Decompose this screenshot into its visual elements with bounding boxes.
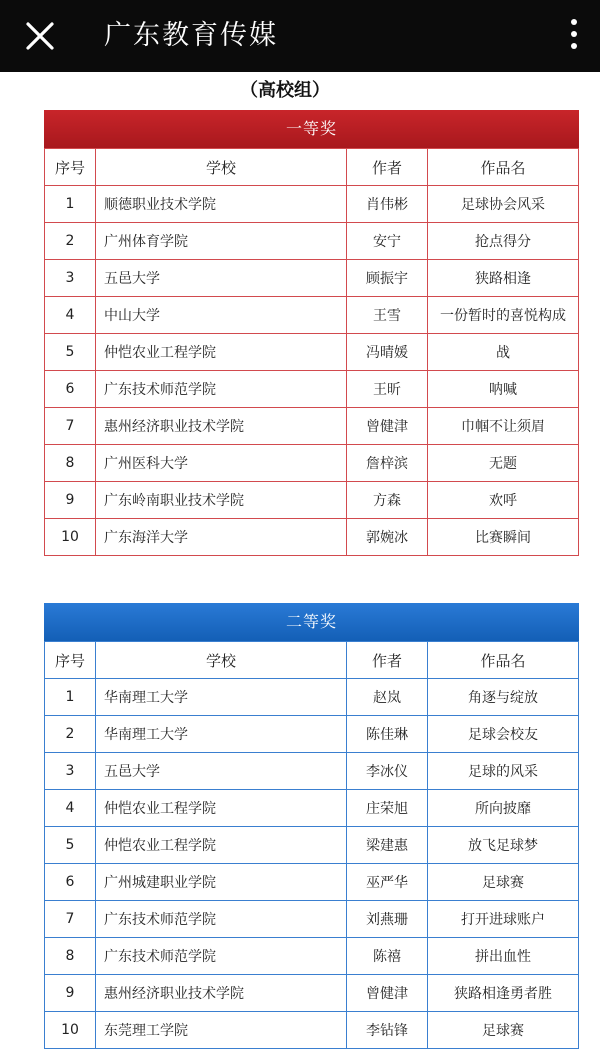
cell-no: 1 bbox=[45, 186, 96, 223]
cell-work: 比赛瞬间 bbox=[428, 519, 579, 556]
more-menu-button[interactable] bbox=[562, 14, 586, 58]
table-header-row bbox=[45, 149, 579, 186]
cell-no: 10 bbox=[45, 1012, 96, 1049]
cell-no: 10 bbox=[45, 519, 96, 556]
table-row bbox=[45, 186, 579, 223]
cell-author: 赵岚 bbox=[347, 679, 428, 716]
cell-work: 足球赛 bbox=[428, 864, 579, 901]
cell-author: 曾健津 bbox=[347, 975, 428, 1012]
cell-no: 1 bbox=[45, 679, 96, 716]
table-row bbox=[45, 975, 579, 1012]
first-prize-header: 一等奖 bbox=[44, 110, 579, 148]
cell-work: 狭路相逢勇者胜 bbox=[428, 975, 579, 1012]
cell-work: 一份暂时的喜悦构成 bbox=[428, 297, 579, 334]
close-icon bbox=[18, 14, 62, 58]
cell-author: 陈佳琳 bbox=[347, 716, 428, 753]
first-prize-section bbox=[44, 110, 579, 556]
cell-work: 抢点得分 bbox=[428, 223, 579, 260]
cell-school: 广东技术师范学院 bbox=[96, 938, 347, 975]
table-row bbox=[45, 482, 579, 519]
column-header-no: 序号 bbox=[45, 642, 96, 679]
column-header-work: 作品名 bbox=[428, 149, 579, 186]
cell-no: 3 bbox=[45, 260, 96, 297]
cell-school: 华南理工大学 bbox=[96, 716, 347, 753]
cell-work: 呐喊 bbox=[428, 371, 579, 408]
cell-work: 狭路相逢 bbox=[428, 260, 579, 297]
cell-school: 中山大学 bbox=[96, 297, 347, 334]
cell-work: 放飞足球梦 bbox=[428, 827, 579, 864]
table-row bbox=[45, 260, 579, 297]
table-row bbox=[45, 901, 579, 938]
cell-work: 欢呼 bbox=[428, 482, 579, 519]
top-app-bar bbox=[0, 0, 600, 72]
cell-no: 7 bbox=[45, 901, 96, 938]
cell-school: 广州医科大学 bbox=[96, 445, 347, 482]
cell-no: 2 bbox=[45, 716, 96, 753]
cell-author: 肖伟彬 bbox=[347, 186, 428, 223]
cell-work: 拼出血性 bbox=[428, 938, 579, 975]
table-row bbox=[45, 1012, 579, 1049]
cell-no: 6 bbox=[45, 371, 96, 408]
second-prize-table bbox=[44, 641, 579, 1049]
cell-school: 广州城建职业学院 bbox=[96, 864, 347, 901]
cell-school: 广东岭南职业技术学院 bbox=[96, 482, 347, 519]
table-row bbox=[45, 753, 579, 790]
table-row bbox=[45, 679, 579, 716]
cell-work: 巾帼不让须眉 bbox=[428, 408, 579, 445]
column-header-work: 作品名 bbox=[428, 642, 579, 679]
cell-work: 足球会校友 bbox=[428, 716, 579, 753]
cell-school: 广州体育学院 bbox=[96, 223, 347, 260]
app-title: 广东教育传媒 bbox=[104, 20, 278, 51]
cell-author: 王雪 bbox=[347, 297, 428, 334]
second-prize-header: 二等奖 bbox=[44, 603, 579, 641]
cell-author: 刘燕珊 bbox=[347, 901, 428, 938]
cell-no: 9 bbox=[45, 482, 96, 519]
cell-no: 6 bbox=[45, 864, 96, 901]
table-header-row bbox=[45, 642, 579, 679]
close-button[interactable] bbox=[18, 14, 62, 58]
cell-no: 7 bbox=[45, 408, 96, 445]
second-prize-section bbox=[44, 603, 579, 1049]
cell-no: 4 bbox=[45, 297, 96, 334]
column-header-author: 作者 bbox=[347, 149, 428, 186]
cell-author: 李钻锋 bbox=[347, 1012, 428, 1049]
cell-work: 所向披靡 bbox=[428, 790, 579, 827]
table-row bbox=[45, 827, 579, 864]
table-row bbox=[45, 297, 579, 334]
cell-work: 足球的风采 bbox=[428, 753, 579, 790]
cell-author: 巫严华 bbox=[347, 864, 428, 901]
cell-no: 3 bbox=[45, 753, 96, 790]
cell-school: 惠州经济职业技术学院 bbox=[96, 975, 347, 1012]
cell-work: 足球协会风采 bbox=[428, 186, 579, 223]
cell-author: 冯晴媛 bbox=[347, 334, 428, 371]
table-row bbox=[45, 519, 579, 556]
group-title: （高校组） bbox=[240, 80, 330, 101]
column-header-author: 作者 bbox=[347, 642, 428, 679]
table-row bbox=[45, 864, 579, 901]
column-header-school: 学校 bbox=[96, 642, 347, 679]
cell-author: 李冰仪 bbox=[347, 753, 428, 790]
cell-no: 2 bbox=[45, 223, 96, 260]
cell-school: 顺德职业技术学院 bbox=[96, 186, 347, 223]
cell-no: 5 bbox=[45, 827, 96, 864]
cell-author: 庄荣旭 bbox=[347, 790, 428, 827]
cell-school: 仲恺农业工程学院 bbox=[96, 334, 347, 371]
cell-no: 5 bbox=[45, 334, 96, 371]
cell-school: 东莞理工学院 bbox=[96, 1012, 347, 1049]
table-row bbox=[45, 334, 579, 371]
table-row bbox=[45, 371, 579, 408]
cell-school: 仲恺农业工程学院 bbox=[96, 790, 347, 827]
cell-author: 王昕 bbox=[347, 371, 428, 408]
cell-school: 五邑大学 bbox=[96, 753, 347, 790]
cell-author: 陈禧 bbox=[347, 938, 428, 975]
cell-author: 安宁 bbox=[347, 223, 428, 260]
cell-school: 五邑大学 bbox=[96, 260, 347, 297]
column-header-school: 学校 bbox=[96, 149, 347, 186]
cell-author: 曾健津 bbox=[347, 408, 428, 445]
cell-work: 角逐与绽放 bbox=[428, 679, 579, 716]
column-header-no: 序号 bbox=[45, 149, 96, 186]
table-row bbox=[45, 716, 579, 753]
cell-author: 顾振宇 bbox=[347, 260, 428, 297]
cell-work: 足球赛 bbox=[428, 1012, 579, 1049]
cell-work: 打开进球账户 bbox=[428, 901, 579, 938]
table-row bbox=[45, 445, 579, 482]
table-row bbox=[45, 790, 579, 827]
cell-author: 郭婉冰 bbox=[347, 519, 428, 556]
cell-school: 惠州经济职业技术学院 bbox=[96, 408, 347, 445]
first-prize-table bbox=[44, 148, 579, 556]
cell-school: 华南理工大学 bbox=[96, 679, 347, 716]
cell-school: 广东技术师范学院 bbox=[96, 371, 347, 408]
cell-no: 4 bbox=[45, 790, 96, 827]
cell-author: 梁建惠 bbox=[347, 827, 428, 864]
cell-no: 8 bbox=[45, 938, 96, 975]
cell-author: 方森 bbox=[347, 482, 428, 519]
table-row bbox=[45, 938, 579, 975]
table-row bbox=[45, 408, 579, 445]
cell-work: 战 bbox=[428, 334, 579, 371]
table-row bbox=[45, 223, 579, 260]
cell-no: 9 bbox=[45, 975, 96, 1012]
cell-no: 8 bbox=[45, 445, 96, 482]
cell-school: 仲恺农业工程学院 bbox=[96, 827, 347, 864]
cell-school: 广东海洋大学 bbox=[96, 519, 347, 556]
cell-school: 广东技术师范学院 bbox=[96, 901, 347, 938]
more-vertical-icon bbox=[562, 14, 586, 58]
cell-work: 无题 bbox=[428, 445, 579, 482]
cell-author: 詹梓滨 bbox=[347, 445, 428, 482]
